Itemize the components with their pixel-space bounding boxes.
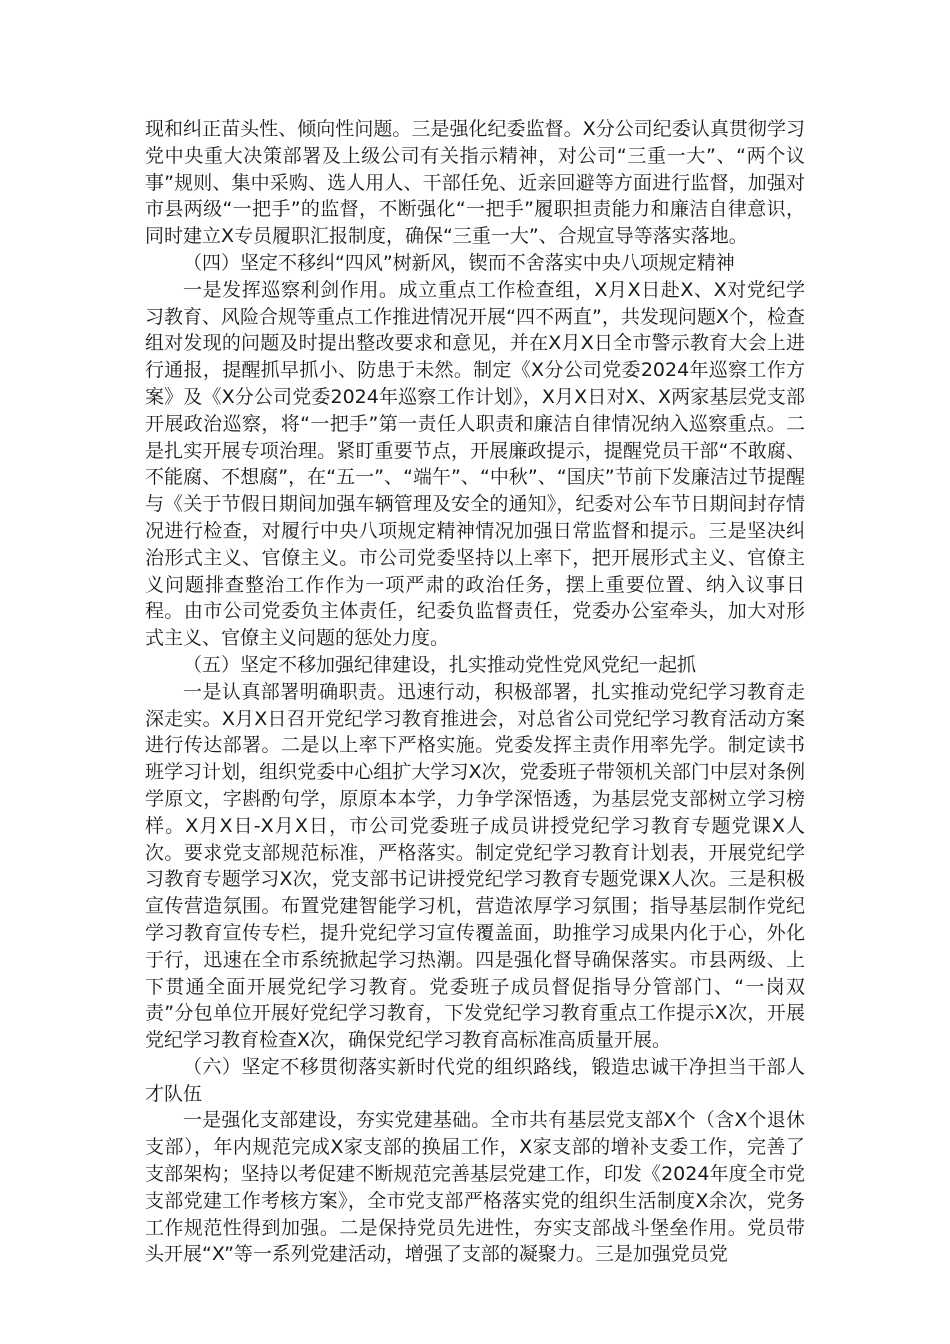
body-paragraph-continued: 现和纠正苗头性、倾向性问题。三是强化纪委监督。X分公司纪委认真贯彻学习党中央重大决策部署及上级公司有关指示精神，对公司“三重一大”、“两个议事”规则、集中采购、选人用人、干部任免、近亲回避等方面进行监督，加强对市县两级“一把手”的监督，不断强化“一把手”履职担责能力和廉洁自律意识，同时建立X专员履职汇报制度，确保“三重一大”、合规宣导等落实落地。 <box>145 118 805 248</box>
section-heading-5: （五）坚定不移加强纪律建设，扎实推动党性党风党纪一起抓 <box>183 653 697 676</box>
document-page <box>145 116 805 1268</box>
body-paragraph: 一是强化支部建设，夯实党建基础。全市共有基层党支部X个（含X个退休支部），年内规范完成X家支部的换届工作，X家支部的增补支委工作，完善了支部架构；坚持以考促建不断规范完善基层党建工作，印发《2024年度全市党支部党建工作考核方案》，全市党支部严格落实党的组织生活制度X余次，党务工作规范性得到加强。二是保持党员先进性，夯实支部战斗堡垒作用。党员带头开展“X”等一系列党建活动，增强了支部的凝聚力。三是加强党员党 <box>145 1109 805 1266</box>
section-heading-6: （六）坚定不移贯彻落实新时代党的组织路线，锻造忠诚干净担当干部人才队伍 <box>145 1055 805 1105</box>
body-paragraph: 一是发挥巡察利剑作用。成立重点工作检查组，X月X日赴X、X对党纪学习教育、风险合规等重点工作推进情况开展“四不两直”，共发现问题X个，检查组对发现的问题及时提出整改要求和意见，并在X月X日全市警示教育大会上进行通报，提醒抓早抓小、防患于未然。制定《X分公司党委2024年巡察工作方案》及《X分公司党委2024年巡察工作计划》，X月X日对X、X两家基层党支部开展政治巡察，将“一把手”第一责任人职责和廉洁自律情况纳入巡察重点。二是扎实开展专项治理。紧盯重要节点，开展廉政提示，提醒党员干部“不敢腐、不能腐、不想腐”，在“五一”、“端午”、“中秋”、“国庆”节前下发廉洁过节提醒与《关于节假日期间加强车辆管理及安全的通知》，纪委对公车节日期间封存情况进行检查，对履行中央八项规定精神情况加强日常监督和提示。三是坚决纠治形式主义、官僚主义。市公司党委坚持以上率下，把开展形式主义、官僚主义问题排查整治工作作为一项严肃的政治任务，摆上重要位置、纳入议事日程。由市公司党委负主体责任，纪委负监督责任，党委办公室牵头，加大对形式主义、官僚主义问题的惩处力度。 <box>145 278 805 650</box>
body-paragraph: 一是认真部署明确职责。迅速行动，积极部署，扎实推动党纪学习教育走深走实。X月X日召开党纪学习教育推进会，对总省公司党纪学习教育活动方案进行传达部署。二是以上率下严格实施。党委发挥主责作用率先学。制定读书班学习计划，组织党委中心组扩大学习X次，党委班子带领机关部门中层对条例学原文，字斟酌句学，原原本本学，力争学深悟透，为基层党支部树立学习榜样。X月X日-X月X日，市公司党委班子成员讲授党纪学习教育专题党课X人次。要求党支部规范标准，严格落实。制定党纪学习教育计划表，开展党纪学习教育专题学习X次，党支部书记讲授党纪学习教育专题党课X人次。三是积极宣传营造氛围。布置党建智能学习机，营造浓厚学习氛围；指导基层制作党纪学习教育宣传专栏，提升党纪学习宣传覆盖面，助推学习成果内化于心，外化于行，迅速在全市系统掀起学习热潮。四是强化督导确保落实。市县两级、上下贯通全面开展党纪学习教育。党委班子成员督促指导分管部门、“一岗双责”分包单位开展好党纪学习教育，下发党纪学习教育重点工作提示X次，开展党纪学习教育检查X次，确保党纪学习教育高标准高质量开展。 <box>145 680 805 1052</box>
section-heading-4: （四）坚定不移纠“四风”树新风，锲而不舍落实中央八项规定精神 <box>183 251 735 274</box>
